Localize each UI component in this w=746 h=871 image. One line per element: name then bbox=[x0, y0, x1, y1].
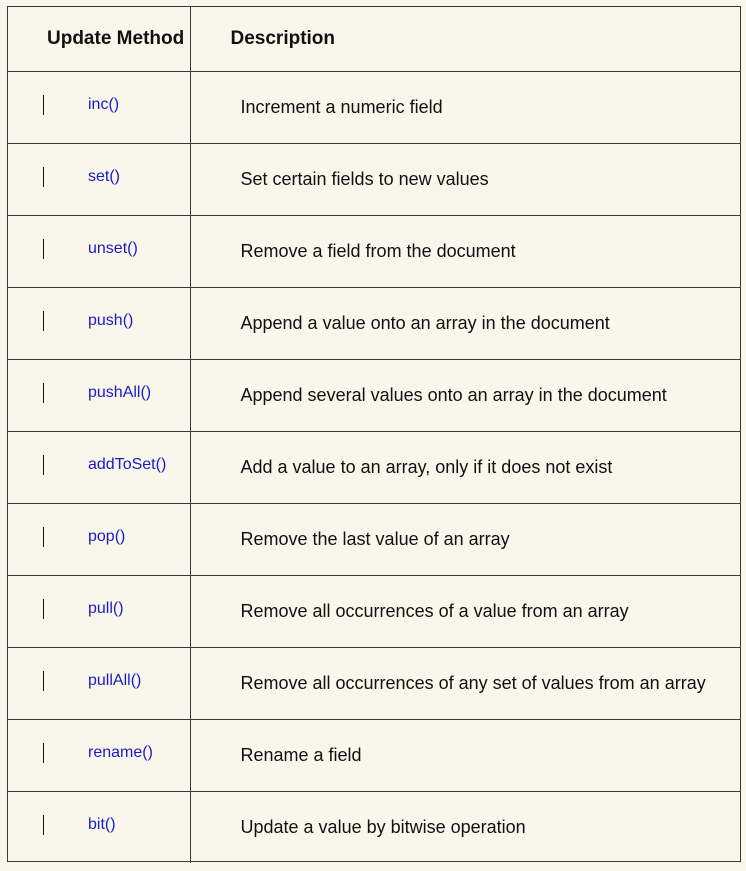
method-name: unset() bbox=[88, 240, 138, 257]
row-marker bbox=[43, 167, 44, 187]
header-description: Description bbox=[230, 27, 336, 49]
method-cell bbox=[8, 647, 190, 719]
method-cell bbox=[8, 215, 190, 287]
method-name: pop() bbox=[88, 528, 126, 545]
description-cell: Remove all occurrences of a value from an array bbox=[190, 575, 740, 647]
header-row bbox=[8, 7, 740, 71]
table-row bbox=[8, 287, 740, 359]
table-row bbox=[8, 215, 740, 287]
row-marker bbox=[43, 599, 44, 619]
method-cell bbox=[8, 719, 190, 791]
row-marker bbox=[43, 383, 44, 403]
description-cell: Set certain fields to new values bbox=[190, 143, 740, 215]
row-marker bbox=[43, 743, 44, 763]
method-name: inc() bbox=[88, 96, 120, 113]
description-cell: Append several values onto an array in the document bbox=[190, 359, 740, 431]
table-row bbox=[8, 143, 740, 215]
row-marker bbox=[43, 239, 44, 259]
row-marker bbox=[43, 95, 44, 115]
method-name: pull() bbox=[88, 600, 124, 617]
method-cell bbox=[8, 71, 190, 143]
method-name: push() bbox=[88, 312, 134, 329]
description-cell: Increment a numeric field bbox=[190, 71, 740, 143]
method-name: set() bbox=[88, 168, 120, 185]
table-body bbox=[8, 71, 740, 863]
description-cell: Rename a field bbox=[190, 719, 740, 791]
method-cell bbox=[8, 431, 190, 503]
header-update-method: Update Method bbox=[8, 7, 190, 71]
method-name: bit() bbox=[88, 816, 116, 834]
update-methods-table bbox=[7, 6, 741, 862]
table-row bbox=[8, 719, 740, 791]
table-row bbox=[8, 359, 740, 431]
method-cell bbox=[8, 287, 190, 359]
method-name: pullAll() bbox=[88, 672, 142, 689]
description-cell: Remove a field from the document bbox=[190, 215, 740, 287]
description-cell: Update a value by bitwise operation bbox=[190, 791, 740, 863]
method-cell bbox=[8, 143, 190, 215]
description-cell: Remove all occurrences of any set of values from an array bbox=[190, 647, 740, 719]
row-marker bbox=[43, 815, 44, 835]
method-cell bbox=[8, 575, 190, 647]
table-row bbox=[8, 647, 740, 719]
method-cell bbox=[8, 503, 190, 575]
table-row bbox=[8, 71, 740, 143]
table-row bbox=[8, 503, 740, 575]
description-cell: Append a value onto an array in the document bbox=[190, 287, 740, 359]
method-cell bbox=[8, 359, 190, 431]
row-marker bbox=[43, 671, 44, 691]
method-name: addToSet() bbox=[88, 456, 167, 473]
table-row bbox=[8, 791, 740, 863]
method-name: pushAll() bbox=[88, 384, 152, 401]
row-marker bbox=[43, 311, 44, 331]
method-name: rename() bbox=[88, 744, 153, 761]
description-cell: Remove the last value of an array bbox=[190, 503, 740, 575]
table-row bbox=[8, 431, 740, 503]
method-cell bbox=[8, 791, 190, 863]
methods-table bbox=[8, 7, 740, 863]
row-marker bbox=[43, 527, 44, 547]
table-row bbox=[8, 575, 740, 647]
description-cell: Add a value to an array, only if it does not exist bbox=[190, 431, 740, 503]
table-header bbox=[8, 7, 740, 71]
row-marker bbox=[43, 455, 44, 475]
